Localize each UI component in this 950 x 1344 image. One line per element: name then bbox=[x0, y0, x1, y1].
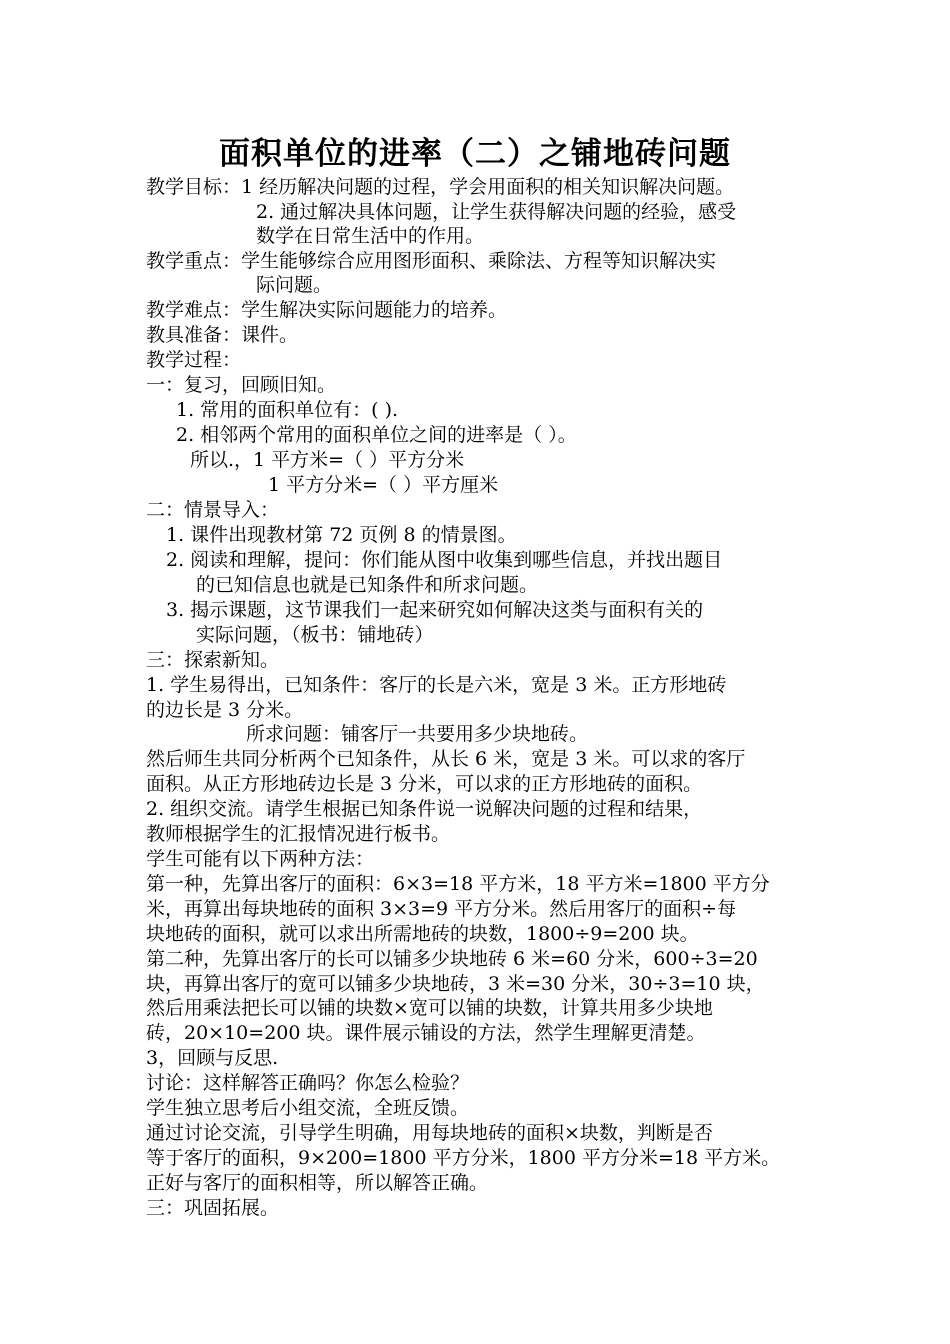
document-title: 面积单位的进率（二）之铺地砖问题 bbox=[219, 136, 731, 172]
text-line: 实际问题，（板书：铺地砖） bbox=[196, 624, 434, 646]
text-line: 教学过程： bbox=[146, 349, 242, 371]
text-line: 学生独立思考后小组交流，全班反馈。 bbox=[146, 1097, 470, 1119]
text-line: 数学在日常生活中的作用。 bbox=[256, 225, 485, 247]
text-line: 然后师生共同分析两个已知条件，从长 6 米，宽是 3 米。可以求的客厅 bbox=[146, 748, 746, 770]
text-line: 等于客厅的面积，9×200=1800 平方分米，1800 平方分米=18 平方米。 bbox=[146, 1147, 781, 1169]
text-line: 的边长是 3 分米。 bbox=[146, 699, 304, 721]
text-line: 然后用乘法把长可以铺的块数×宽可以铺的块数，计算共用多少块地 bbox=[146, 997, 713, 1019]
section-heading: 三：探索新知。 bbox=[146, 649, 280, 671]
text-line: 1. 常用的面积单位有：( ). bbox=[176, 399, 399, 421]
text-line: 的已知信息也就是已知条件和所求问题。 bbox=[196, 574, 539, 596]
section-heading: 二：情景导入： bbox=[146, 499, 280, 521]
text-line: 通过讨论交流，引导学生明确，用每块地砖的面积×块数，判断是否 bbox=[146, 1122, 713, 1144]
text-line: 2. 相邻两个常用的面积单位之间的进率是（ ）。 bbox=[176, 424, 577, 446]
text-line: 3，回顾与反思. bbox=[146, 1047, 279, 1069]
text-line: 教具准备：课件。 bbox=[146, 324, 299, 346]
text-line: 1. 课件出现教材第 72 页例 8 的情景图。 bbox=[166, 524, 517, 546]
text-line: 面积。从正方形地砖边长是 3 分米，可以求的正方形地砖的面积。 bbox=[146, 773, 703, 795]
text-line: 2. 组织交流。请学生根据已知条件说一说解决问题的过程和结果， bbox=[146, 798, 703, 820]
text-line: 第一种，先算出客厅的面积：6×3=18 平方米，18 平方米=1800 平方分 bbox=[146, 873, 770, 895]
text-line: 正好与客厅的面积相等，所以解答正确。 bbox=[146, 1172, 489, 1194]
text-line: 3. 揭示课题，这节课我们一起来研究如何解决这类与面积有关的 bbox=[166, 599, 704, 621]
text-line: 学生可能有以下两种方法： bbox=[146, 848, 375, 870]
text-line: 教学目标：1 经历解决问题的过程，学会用面积的相关知识解决问题。 bbox=[146, 176, 735, 198]
text-line: 第二种，先算出客厅的长可以铺多少块地砖 6 米=60 分米，600÷3=20 bbox=[146, 948, 758, 970]
text-line: 块，再算出客厅的宽可以铺多少块地砖，3 米=30 分米，30÷3=10 块， bbox=[146, 973, 765, 995]
text-line: 2. 通过解决具体问题，让学生获得解决问题的经验，感受 bbox=[256, 201, 737, 223]
section-heading: 三：巩固拓展。 bbox=[146, 1197, 280, 1219]
text-line: 讨论：这样解答正确吗？你怎么检验？ bbox=[146, 1072, 470, 1094]
section-heading: 一：复习，回顾旧知。 bbox=[146, 374, 337, 396]
text-line: 1. 学生易得出，已知条件：客厅的长是六米，宽是 3 米。正方形地砖 bbox=[146, 674, 727, 696]
text-line: 际问题。 bbox=[256, 274, 333, 296]
text-line: 块地砖的面积，就可以求出所需地砖的块数，1800÷9=200 块。 bbox=[146, 923, 699, 945]
text-line: 所以.，1 平方米=（ ）平方分米 bbox=[190, 449, 465, 471]
text-line: 1 平方分米=（ ）平方厘米 bbox=[268, 474, 499, 496]
text-line: 教学难点：学生解决实际问题能力的培养。 bbox=[146, 299, 508, 321]
text-line: 所求问题：铺客厅一共要用多少块地砖。 bbox=[246, 723, 589, 745]
text-line: 教师根据学生的汇报情况进行板书。 bbox=[146, 823, 451, 845]
text-line: 砖，20×10=200 块。课件展示铺设的方法，然学生理解更清楚。 bbox=[146, 1022, 706, 1044]
text-line: 教学重点：学生能够综合应用图形面积、乘除法、方程等知识解决实 bbox=[146, 250, 717, 272]
text-line: 2. 阅读和理解，提问：你们能从图中收集到哪些信息，并找出题目 bbox=[166, 549, 723, 571]
text-line: 米，再算出每块地砖的面积 3×3=9 平方分米。然后用客厅的面积÷每 bbox=[146, 898, 737, 920]
